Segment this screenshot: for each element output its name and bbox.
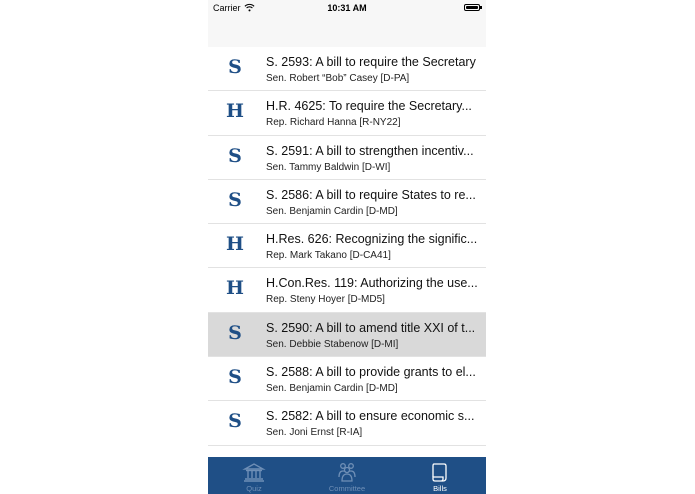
phone-screen [208, 0, 486, 494]
bill-list [208, 47, 486, 446]
bill-title: H.R. 4625: To require the Secretary... [266, 99, 472, 114]
bill-title: S. 2591: A bill to strengthen incentiv... [266, 143, 474, 158]
bill-title: S. 2582: A bill to ensure economic s... [266, 409, 475, 424]
bill-row[interactable] [208, 268, 486, 312]
bill-sponsor: Rep. Steny Hoyer [D-MD5] [266, 294, 385, 306]
bill-sponsor: Sen. Joni Ernst [R-IA] [266, 427, 363, 439]
bill-title: S. 2588: A bill to provide grants to el... [266, 365, 476, 380]
chamber-badge: S [228, 366, 242, 389]
tab-bar [208, 457, 486, 494]
bill-row[interactable] [208, 91, 486, 135]
chamber-badge: S [228, 144, 242, 167]
bill-row[interactable] [208, 136, 486, 180]
tab-bills[interactable] [394, 457, 486, 494]
bill-title: S. 2593: A bill to require the Secretary [266, 55, 476, 69]
document-icon [428, 461, 452, 483]
bill-row[interactable] [208, 401, 486, 445]
tab-label: Quiz [246, 484, 262, 493]
bill-title: S. 2586: A bill to require States to re... [266, 187, 476, 202]
tab-label: Committee [328, 484, 366, 493]
chamber-badge: H [226, 100, 244, 123]
bill-sponsor: Rep. Mark Takano [D-CA41] [266, 250, 391, 262]
bill-row[interactable] [208, 357, 486, 401]
navigation-bar [208, 16, 486, 48]
chamber-badge: S [228, 321, 242, 344]
chamber-badge: H [226, 277, 244, 300]
people-group-icon [335, 461, 359, 483]
bill-row[interactable] [208, 180, 486, 224]
bill-sponsor: Sen. Tammy Baldwin [D-WI] [266, 161, 391, 173]
carrier-label: Carrier [213, 3, 241, 13]
bill-title: S. 2590: A bill to amend title XXI of t... [266, 320, 476, 335]
chamber-badge: S [228, 56, 242, 78]
bill-row[interactable] [208, 313, 486, 357]
bill-sponsor: Sen. Robert “Bob” Casey [D-PA] [266, 73, 410, 84]
bill-sponsor: Rep. Richard Hanna [R-NY22] [266, 117, 401, 129]
bill-sponsor: Sen. Benjamin Cardin [D-MD] [266, 383, 398, 395]
capitol-building-icon [242, 461, 266, 483]
battery-icon [464, 4, 480, 11]
bill-sponsor: Sen. Benjamin Cardin [D-MD] [266, 205, 398, 217]
chamber-badge: S [228, 410, 242, 433]
tab-committee[interactable] [301, 457, 393, 494]
bill-row[interactable] [208, 224, 486, 268]
bill-title: H.Con.Res. 119: Authorizing the use... [266, 276, 478, 291]
bill-title: H.Res. 626: Recognizing the signific... [266, 232, 478, 247]
tab-label: Bills [433, 484, 447, 493]
tab-quiz[interactable] [208, 457, 300, 494]
chamber-badge: H [226, 233, 244, 256]
bill-row[interactable] [208, 47, 486, 91]
bill-sponsor: Sen. Debbie Stabenow [D-MI] [266, 338, 399, 350]
chamber-badge: S [228, 188, 242, 211]
status-time: 10:31 AM [327, 3, 367, 13]
status-bar [208, 0, 486, 16]
